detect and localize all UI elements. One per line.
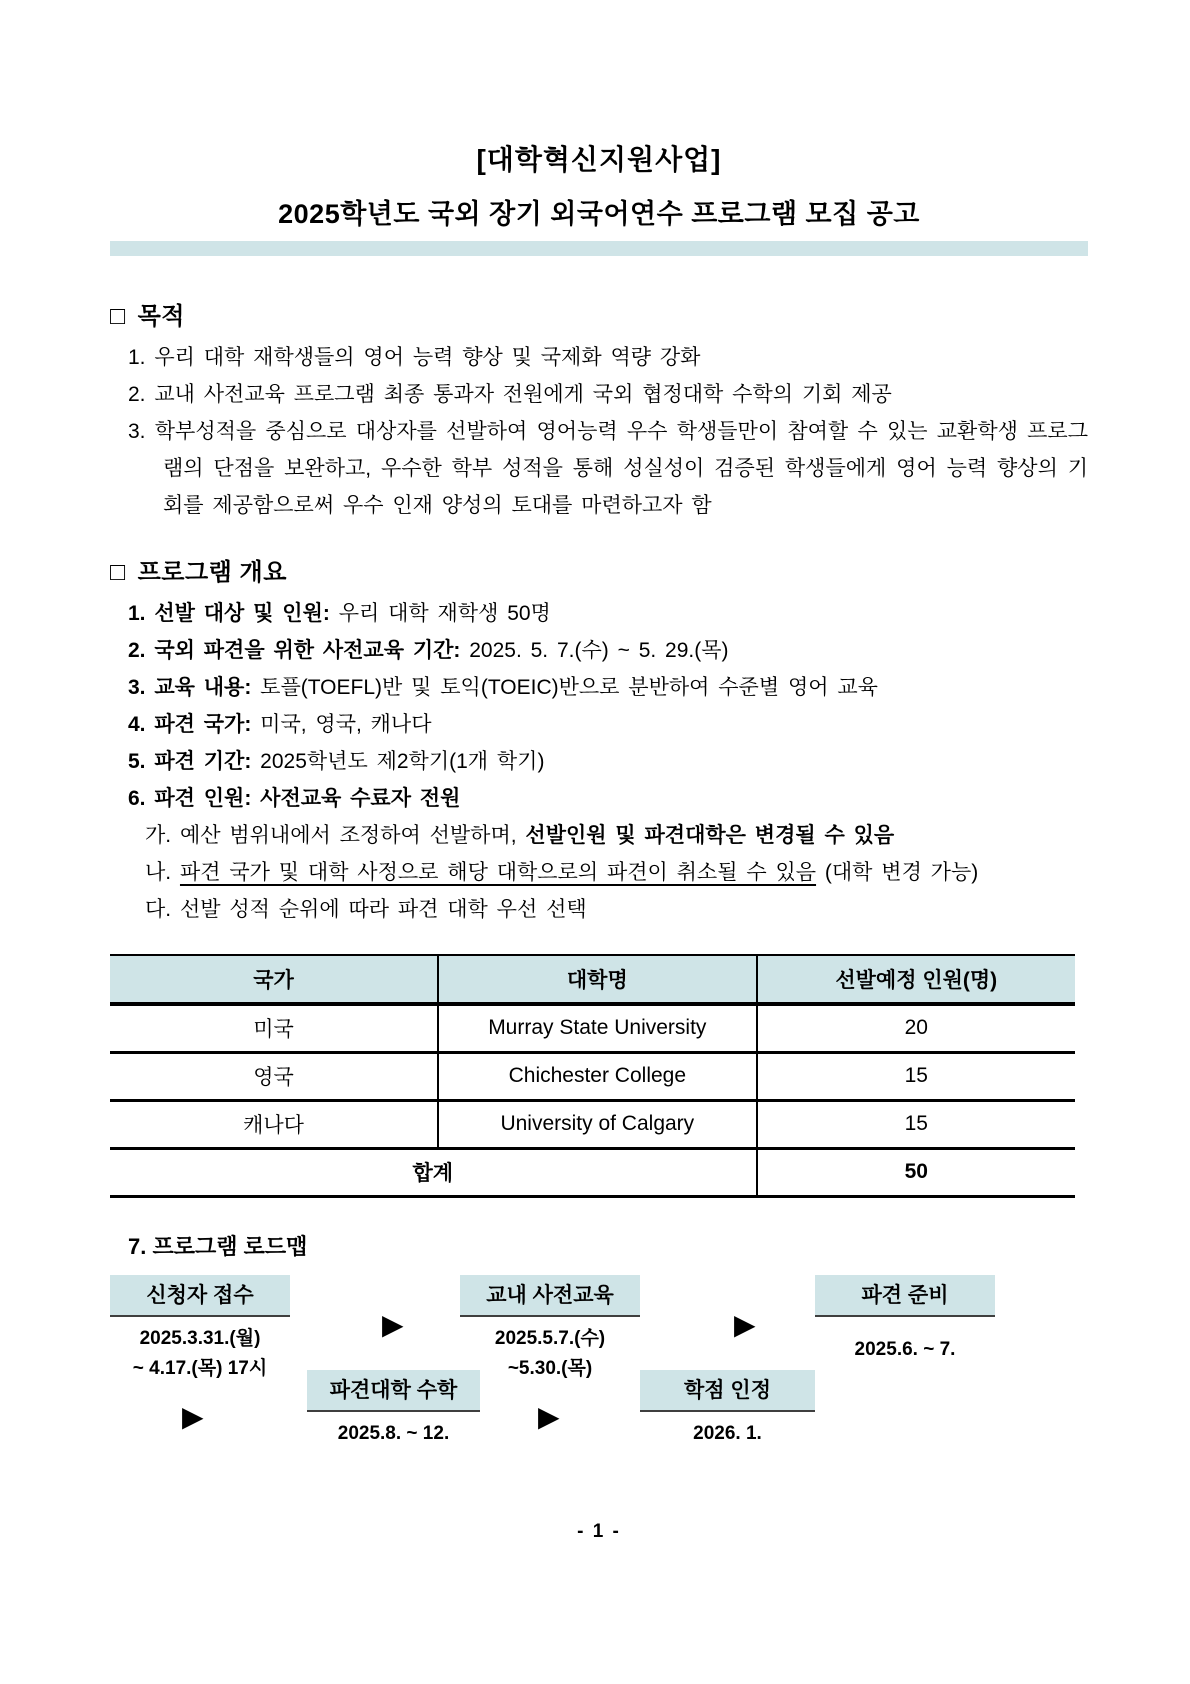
header-university: 대학명 — [438, 955, 756, 1004]
roadmap-step-study-abroad — [307, 1370, 480, 1449]
overview-subitem-da: 다. 선발 성적 순위에 따라 파견 대학 우선 선택 — [145, 898, 587, 921]
selection-quota-table — [110, 954, 1075, 1198]
roadmap-step-dates: 2025.5.7.(수) ~5.30.(목) — [494, 1327, 606, 1379]
overview-item-4: 4. 파견 국가: 미국, 영국, 캐나다 — [128, 713, 432, 736]
roadmap-step-label: 파견대학 수학 — [307, 1370, 480, 1412]
cell-university: University of Calgary — [438, 1100, 756, 1148]
table-row — [110, 1100, 1075, 1148]
arrow-right-icon: ▶ — [382, 1308, 404, 1340]
section-heading-overview — [110, 552, 1088, 587]
square-bullet-icon: □ — [110, 558, 126, 586]
overview-item-6: 6. 파견 인원: 사전교육 수료자 전원 — [128, 787, 461, 810]
overview-item-3: 3. 교육 내용: 토플(TOEFL)반 및 토익(TOEIC)반으로 분반하여 수준별 영어 교육 — [128, 676, 878, 699]
roadmap-step-credit — [640, 1370, 815, 1449]
header-country: 국가 — [110, 955, 438, 1004]
roadmap-step-dates: 2025.8. ~ 12. — [337, 1422, 450, 1444]
table-row — [110, 1004, 1075, 1052]
title-accent-bar — [110, 241, 1088, 256]
roadmap-step-dates: 2025.3.31.(월) ~ 4.17.(목) 17시 — [132, 1327, 268, 1379]
cell-country: 영국 — [110, 1052, 438, 1100]
cell-count: 15 — [757, 1100, 1075, 1148]
overview-item-1: 1. 선발 대상 및 인원: 우리 대학 재학생 50명 — [128, 602, 551, 625]
square-bullet-icon: □ — [110, 302, 126, 330]
cell-count: 20 — [757, 1004, 1075, 1052]
overview-heading-label: 프로그램 개요 — [137, 559, 287, 586]
overview-item-5: 5. 파견 기간: 2025학년도 제2학기(1개 학기) — [128, 750, 545, 773]
arrow-right-icon: ▶ — [182, 1400, 204, 1432]
table-footer-row — [110, 1148, 1075, 1196]
page-number: - 1 - — [577, 1520, 621, 1542]
roadmap-step-label: 교내 사전교육 — [460, 1275, 640, 1317]
roadmap-step-application — [110, 1275, 290, 1384]
purpose-item-1: 1. 우리 대학 재학생들의 영어 능력 향상 및 국제화 역량 강화 — [128, 346, 701, 369]
header-count: 선발예정 인원(명) — [757, 955, 1075, 1004]
table-header — [110, 955, 1075, 1004]
roadmap-step-precourse — [460, 1275, 640, 1384]
cell-university: Chichester College — [438, 1052, 756, 1100]
arrow-right-icon: ▶ — [734, 1308, 756, 1340]
arrow-right-icon: ▶ — [538, 1400, 560, 1432]
overview-subitem-na: 나. 파견 국가 및 대학 사정으로 해당 대학으로의 파견이 취소될 수 있음 (대학 변경 가능) — [145, 861, 979, 884]
roadmap-step-label: 파견 준비 — [815, 1275, 995, 1317]
cell-university: Murray State University — [438, 1004, 756, 1052]
overview-list — [110, 595, 1088, 928]
cell-count: 15 — [757, 1052, 1075, 1100]
purpose-item-2: 2. 교내 사전교육 프로그램 최종 통과자 전원에게 국외 협정대학 수학의 기회 제공 — [128, 383, 892, 406]
roadmap-step-dates: 2026. 1. — [693, 1422, 762, 1444]
roadmap-step-preparation — [815, 1275, 995, 1365]
footer-total-value: 50 — [757, 1148, 1075, 1196]
footer-total-label: 합계 — [110, 1148, 757, 1196]
purpose-list — [110, 339, 1088, 524]
roadmap-step-label: 학점 인정 — [640, 1370, 815, 1412]
cell-country: 미국 — [110, 1004, 438, 1052]
roadmap-step-dates: 2025.6. ~ 7. — [854, 1338, 956, 1360]
cell-country: 캐나다 — [110, 1100, 438, 1148]
roadmap-diagram — [110, 1275, 1088, 1473]
overview-item-2: 2. 국외 파견을 위한 사전교육 기간: 2025. 5. 7.(수) ~ 5. 29.(목) — [128, 639, 729, 662]
roadmap-step-label: 신청자 접수 — [110, 1275, 290, 1317]
purpose-heading-label: 목적 — [137, 303, 185, 330]
page-title: 2025학년도 국외 장기 외국어연수 프로그램 모집 공고 — [278, 199, 920, 229]
section-heading-purpose — [110, 296, 1088, 331]
table-row — [110, 1052, 1075, 1100]
program-tag: [대학혁신지원사업] — [476, 144, 722, 175]
overview-subitem-ga: 가. 예산 범위내에서 조정하여 선발하며, 선발인원 및 파견대학은 변경될 수 있음 — [145, 824, 895, 847]
purpose-item-3: 3. 학부성적을 중심으로 대상자를 선발하여 영어능력 우수 학생들만이 참여할 수 있는 교환학생 프로그램의 단점을 보완하고, 우수한 학부 성적을 통해 성실성이 검증된 학생들에게 영어 능력 향상의 기회를 제공함으로써 우수 인재 양성의 토대를 마련하고자 함 — [128, 420, 1088, 517]
roadmap-heading: 7. 프로그램 로드맵 — [128, 1233, 308, 1259]
